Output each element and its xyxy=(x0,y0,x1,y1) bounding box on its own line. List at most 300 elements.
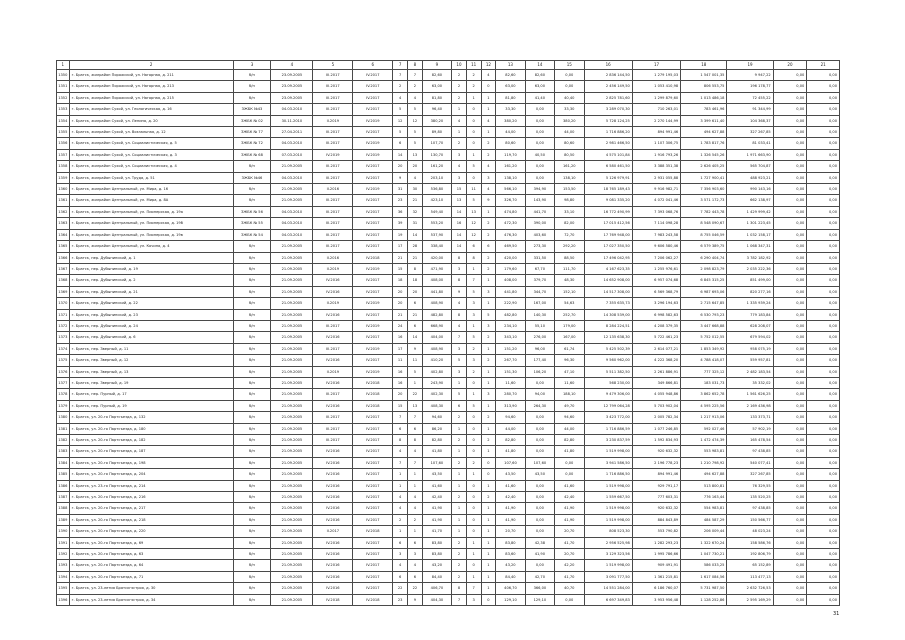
table-cell: 94,60 xyxy=(555,412,584,423)
table-cell: 2 xyxy=(466,70,481,81)
table-row xyxy=(57,343,840,354)
table-cell: III.2017 xyxy=(313,127,353,138)
table-cell: 12 xyxy=(466,229,481,240)
table-cell: 21.09.2005 xyxy=(271,275,313,286)
table-cell: 61,74 xyxy=(555,343,584,354)
address-cell: г. Братск, жилрайон Центральный, ул. Пионерская, д. 19в xyxy=(69,229,233,240)
table-cell: 4 xyxy=(393,492,408,503)
table-cell: 67,70 xyxy=(525,263,554,274)
table-cell: 0,00 xyxy=(525,127,554,138)
table-cell: б/н xyxy=(233,355,271,366)
table-cell: 5 731 987,50 xyxy=(681,583,727,594)
address-cell: г. Братск, пер. Пурный, д. 17 xyxy=(69,389,233,400)
table-cell: 379,70 xyxy=(525,275,554,286)
table-cell: 0,00 xyxy=(807,309,840,320)
table-cell: III.2017 xyxy=(313,320,353,331)
table-cell: 0 xyxy=(466,115,481,126)
table-cell: 5 728 124,25 xyxy=(584,115,632,126)
table-cell: 6 xyxy=(481,241,496,252)
table-cell: 4 xyxy=(481,70,496,81)
table-cell: 894 991,46 xyxy=(632,469,680,480)
address-cell: г. Братск, пер. Зверный, д. 12 xyxy=(69,355,233,366)
table-cell: 408,90 xyxy=(422,343,451,354)
table-cell: 1364 xyxy=(57,229,70,240)
table-cell: 4 xyxy=(408,503,423,514)
table-cell: 41,90 xyxy=(422,503,451,514)
table-cell: 0,00 xyxy=(807,252,840,263)
table-cell: 0,00 xyxy=(525,161,554,172)
table-cell: 7 xyxy=(408,457,423,468)
table-cell: 2 xyxy=(452,549,467,560)
table-cell: 21.09.2005 xyxy=(271,446,313,457)
table-cell: 6 xyxy=(408,571,423,582)
table-cell: 494 627,88 xyxy=(681,469,727,480)
table-cell: 1369 xyxy=(57,286,70,297)
table-cell: IV.2017 xyxy=(353,492,393,503)
table-cell: б/н xyxy=(233,286,271,297)
table-cell: 1 472 474,39 xyxy=(681,435,727,446)
table-cell: 554 983,81 xyxy=(681,503,727,514)
table-cell: 327 267,85 xyxy=(727,469,773,480)
table-cell: 1 xyxy=(408,377,423,388)
table-cell: II.2017 xyxy=(313,526,353,537)
table-row xyxy=(57,355,840,366)
table-cell: 41,90 xyxy=(555,514,584,525)
table-cell: 1 xyxy=(452,127,467,138)
table-cell: IV.2019 xyxy=(353,138,393,149)
table-cell: 4 xyxy=(408,446,423,457)
table-row xyxy=(57,252,840,263)
table-cell: 1379 xyxy=(57,400,70,411)
table-cell: 0,00 xyxy=(555,81,584,92)
table-cell: 1 xyxy=(466,469,481,480)
table-cell: IV.2016 xyxy=(313,549,353,560)
table-cell: 0,00 xyxy=(807,549,840,560)
table-cell: 0,00 xyxy=(773,571,807,582)
table-cell: 63,00 xyxy=(525,81,554,92)
table-cell: 158 586,76 xyxy=(727,537,773,548)
table-cell: 21 xyxy=(408,309,423,320)
table-cell: 6 xyxy=(393,423,408,434)
table-cell: 0,00 xyxy=(807,435,840,446)
table-cell: 21.09.2005 xyxy=(271,263,313,274)
table-cell: 0,00 xyxy=(773,206,807,217)
table-cell: IV.2018 xyxy=(353,377,393,388)
table-cell: 49,70 xyxy=(555,400,584,411)
table-cell: 42,38 xyxy=(525,537,554,548)
column-number-cell: 8 xyxy=(408,61,423,70)
table-cell: 0,00 xyxy=(773,366,807,377)
table-cell: 91 344,99 xyxy=(727,104,773,115)
table-cell: 990 143,16 xyxy=(727,184,773,195)
table-cell: 2 715 647,85 xyxy=(681,298,727,309)
table-cell: 1 519 998,00 xyxy=(584,480,632,491)
table-cell: 42,40 xyxy=(555,492,584,503)
table-cell: 0,00 xyxy=(807,332,840,343)
table-cell: 47,10 xyxy=(555,366,584,377)
table-cell: 0,00 xyxy=(773,81,807,92)
table-cell: 83,80 xyxy=(422,549,451,560)
table-cell: 30 xyxy=(408,184,423,195)
table-cell: 21.09.2005 xyxy=(271,480,313,491)
table-cell: б/н xyxy=(233,389,271,400)
table-cell: 0,00 xyxy=(525,115,554,126)
table-cell: 82,00 xyxy=(555,218,584,229)
table-cell: 96,30 xyxy=(555,355,584,366)
table-cell: 153,50 xyxy=(555,184,584,195)
table-cell: 21.09.2005 xyxy=(271,514,313,525)
table-cell: 222,90 xyxy=(496,298,525,309)
table-cell: 441,80 xyxy=(422,286,451,297)
table-cell: 13 xyxy=(408,149,423,160)
table-cell: 20 xyxy=(393,161,408,172)
table-cell: 808 523,30 xyxy=(584,526,632,537)
table-cell: 0,00 xyxy=(525,104,554,115)
table-cell: 167,00 xyxy=(555,332,584,343)
table-cell: 1366 xyxy=(57,252,70,263)
column-number-cell: 4 xyxy=(271,61,313,70)
table-cell: 41,90 xyxy=(525,549,554,560)
table-cell: 2 xyxy=(408,514,423,525)
table-cell: 40,70 xyxy=(555,583,584,594)
table-cell: 0,00 xyxy=(807,298,840,309)
table-cell: 2 xyxy=(481,149,496,160)
table-cell: 0,00 xyxy=(807,560,840,571)
table-row xyxy=(57,195,840,206)
table-cell: 0,00 xyxy=(773,514,807,525)
table-cell: 488 923,21 xyxy=(727,172,773,183)
table-row xyxy=(57,446,840,457)
table-cell: 21.09.2005 xyxy=(271,594,313,605)
table-cell: 1350 xyxy=(57,70,70,81)
table-cell: 3 388 351,38 xyxy=(632,161,680,172)
table-cell: 484 587,29 xyxy=(681,514,727,525)
table-cell: 7 983 243,58 xyxy=(632,229,680,240)
table-cell: IV.2016 xyxy=(313,583,353,594)
table-cell: б/н xyxy=(233,343,271,354)
table-cell: 20 xyxy=(393,298,408,309)
table-cell: б/н xyxy=(233,366,271,377)
table-cell: 80,60 xyxy=(496,138,525,149)
table-cell: 0,00 xyxy=(773,298,807,309)
table-cell: 41,60 xyxy=(422,480,451,491)
address-cell: г. Братск, жилрайон Сухой, ул. Социалистическая, д. 3 xyxy=(69,149,233,160)
table-cell: 6 580 461,50 xyxy=(584,161,632,172)
column-number-cell: 15 xyxy=(555,61,584,70)
table-cell: IV.2017 xyxy=(353,435,393,446)
table-cell: 2 956 525,98 xyxy=(584,537,632,548)
table-cell: III.2017 xyxy=(313,241,353,252)
table-cell: 1387 xyxy=(57,492,70,503)
column-number-cell: 3 xyxy=(233,61,271,70)
table-cell: 1 107 306,75 xyxy=(632,138,680,149)
table-cell: IV.2017 xyxy=(353,127,393,138)
table-cell: 21.09.2005 xyxy=(271,571,313,582)
table-cell: 5 xyxy=(466,400,481,411)
table-row xyxy=(57,400,840,411)
table-cell: 3 289 070,30 xyxy=(584,104,632,115)
address-cell: г. Братск, жилрайон Центральный, ул. Пионерская, д. 19а xyxy=(69,206,233,217)
table-cell: 21 xyxy=(408,252,423,263)
table-row xyxy=(57,514,840,525)
table-cell: 196 178,77 xyxy=(727,81,773,92)
table-cell: 43,20 xyxy=(496,560,525,571)
table-cell: IV.2017 xyxy=(353,560,393,571)
table-cell: 41,80 xyxy=(555,446,584,457)
table-cell: 1 335 939,24 xyxy=(727,298,773,309)
table-cell: 441,80 xyxy=(496,286,525,297)
table-cell: 1 032 158,17 xyxy=(727,229,773,240)
column-number-cell: 1 xyxy=(57,61,70,70)
table-cell: б/н xyxy=(233,400,271,411)
table-cell: 15 xyxy=(452,184,467,195)
table-cell: б/н xyxy=(233,263,271,274)
table-cell: 2 xyxy=(393,514,408,525)
table-cell: 30.11.2010 xyxy=(271,115,313,126)
table-cell: 7 393 068,76 xyxy=(632,206,680,217)
table-cell: 4 xyxy=(481,115,496,126)
table-cell: IV.2017 xyxy=(353,549,393,560)
table-cell: 1 xyxy=(481,537,496,548)
column-number-row xyxy=(57,61,840,70)
table-cell: 83,60 xyxy=(496,549,525,560)
table-cell: 380,20 xyxy=(555,115,584,126)
table-cell: IV.2016 xyxy=(313,492,353,503)
table-cell: 21 xyxy=(408,195,423,206)
table-cell: 82,60 xyxy=(496,70,525,81)
table-cell: 1 xyxy=(466,571,481,582)
table-cell: 2 xyxy=(481,412,496,423)
table-cell: 1 xyxy=(481,127,496,138)
table-cell: 27.04.2011 xyxy=(271,127,313,138)
table-cell: 17 027 350,50 xyxy=(584,241,632,252)
table-row xyxy=(57,138,840,149)
table-cell: 0,00 xyxy=(525,138,554,149)
table-cell: IV.2017 xyxy=(353,457,393,468)
table-cell: 1395 xyxy=(57,583,70,594)
table-cell: 0,00 xyxy=(773,480,807,491)
table-cell: б/н xyxy=(233,526,271,537)
table-cell: 5 511 382,50 xyxy=(584,366,632,377)
table-cell: 5 722 461,23 xyxy=(632,332,680,343)
table-cell: 1386 xyxy=(57,480,70,491)
table-cell: 7 xyxy=(408,70,423,81)
table-cell: 1 xyxy=(393,526,408,537)
table-row xyxy=(57,127,840,138)
table-cell: II.2019 xyxy=(313,115,353,126)
table-cell: б/н xyxy=(233,377,271,388)
table-cell: 13 xyxy=(452,195,467,206)
table-cell: 21.09.2005 xyxy=(271,583,313,594)
table-cell: б/н xyxy=(233,560,271,571)
table-cell: 565 704,87 xyxy=(727,161,773,172)
table-cell: 32 xyxy=(408,206,423,217)
table-cell: 5 xyxy=(393,127,408,138)
table-cell: 7 782 443,78 xyxy=(681,206,727,217)
table-cell: 0 xyxy=(466,480,481,491)
table-cell: 2 xyxy=(452,457,467,468)
table-row xyxy=(57,389,840,400)
table-cell: 1376 xyxy=(57,366,70,377)
table-row xyxy=(57,583,840,594)
table-cell: 2 xyxy=(452,92,467,103)
table-cell: 31 xyxy=(408,218,423,229)
table-cell: 40,50 xyxy=(525,149,554,160)
table-cell: III.2017 xyxy=(313,218,353,229)
table-cell: 2 xyxy=(452,138,467,149)
table-cell: 2 xyxy=(452,70,467,81)
table-cell: IV.2016 xyxy=(313,275,353,286)
table-cell: 7 xyxy=(408,412,423,423)
table-cell: 179,60 xyxy=(496,263,525,274)
table-cell: 72,70 xyxy=(555,229,584,240)
table-cell: 2 xyxy=(393,81,408,92)
page-number: 31 xyxy=(833,611,840,617)
table-cell: 82,80 xyxy=(496,435,525,446)
table-cell: б/н xyxy=(233,92,271,103)
table-cell: 2 xyxy=(452,492,467,503)
table-cell: 9 xyxy=(452,286,467,297)
table-cell: б/н xyxy=(233,298,271,309)
table-cell: 1 xyxy=(481,400,496,411)
table-row xyxy=(57,423,840,434)
table-cell: 0,00 xyxy=(807,503,840,514)
table-cell: 21.09.2005 xyxy=(271,423,313,434)
table-row xyxy=(57,537,840,548)
table-cell: 420,00 xyxy=(496,252,525,263)
table-cell: 0,00 xyxy=(773,172,807,183)
table-cell: 3 xyxy=(481,389,496,400)
table-cell: 3 xyxy=(466,355,481,366)
table-cell: 2 xyxy=(481,138,496,149)
table-cell: 12 xyxy=(393,115,408,126)
table-cell: 161,20 xyxy=(555,161,584,172)
table-cell: 349 866,81 xyxy=(632,377,680,388)
table-cell: б/н xyxy=(233,320,271,331)
table-cell: 2 xyxy=(452,571,467,582)
table-row xyxy=(57,104,840,115)
column-number-cell: 14 xyxy=(525,61,554,70)
table-cell: 1 255 976,61 xyxy=(632,263,680,274)
address-cell: г. Братск, жилрайон Сухой, ул. Труда, д. 51 xyxy=(69,172,233,183)
table-cell: 568 230,00 xyxy=(584,377,632,388)
table-cell: б/н xyxy=(233,457,271,468)
table-cell: IV.2017 xyxy=(353,469,393,480)
table-cell: 0,00 xyxy=(773,161,807,172)
table-cell: б/н xyxy=(233,514,271,525)
table-cell: IV.2016 xyxy=(313,503,353,514)
table-cell: IV.2018 xyxy=(353,526,393,537)
table-cell: 0,00 xyxy=(807,195,840,206)
table-cell: 42,70 xyxy=(525,571,554,582)
table-cell: ЗЖБК №46 xyxy=(233,172,271,183)
table-cell: 94,60 xyxy=(496,412,525,423)
table-cell: 7 xyxy=(393,457,408,468)
table-cell: 920 632,32 xyxy=(632,503,680,514)
table-cell: 0 xyxy=(466,377,481,388)
table-cell: 0,00 xyxy=(807,526,840,537)
table-cell: 3 xyxy=(481,172,496,183)
column-number-cell: 12 xyxy=(481,61,496,70)
table-cell: IV.2016 xyxy=(313,571,353,582)
table-cell: 21.09.2005 xyxy=(271,377,313,388)
address-cell: г. Братск, ул. 20-го Партсъезда, д. 198 xyxy=(69,457,233,468)
address-cell: г. Братск, ул. 20-го Партсъезда, д. 64 xyxy=(69,560,233,571)
table-cell: 0,00 xyxy=(773,309,807,320)
table-cell: II.2019 xyxy=(313,366,353,377)
table-cell: 81 033,41 xyxy=(727,138,773,149)
table-cell: 2 xyxy=(452,81,467,92)
table-cell: 0,00 xyxy=(525,377,554,388)
table-cell: 3 xyxy=(393,549,408,560)
table-cell: 2 xyxy=(481,435,496,446)
table-cell: IV.2019 xyxy=(353,366,393,377)
table-cell: 0,00 xyxy=(807,355,840,366)
table-cell: 0 xyxy=(481,469,496,480)
table-cell: 1362 xyxy=(57,206,70,217)
table-cell: 20,70 xyxy=(555,549,584,560)
table-cell: 143,90 xyxy=(525,195,554,206)
table-cell: 21.09.2005 xyxy=(271,298,313,309)
table-cell: 0,00 xyxy=(807,149,840,160)
table-cell: 494 627,88 xyxy=(681,127,727,138)
table-cell: 84,40 xyxy=(496,571,525,582)
table-cell: 0,00 xyxy=(807,263,840,274)
table-cell: 3 xyxy=(466,309,481,320)
table-cell: 106,20 xyxy=(525,366,554,377)
table-cell: III.2017 xyxy=(313,92,353,103)
table-cell: 21.09.2005 xyxy=(271,195,313,206)
table-cell: 3 xyxy=(466,594,481,605)
table-cell: 276,00 xyxy=(525,332,554,343)
table-cell: IV.2016 xyxy=(313,400,353,411)
table-cell: 151,30 xyxy=(496,366,525,377)
table-cell: III.2017 xyxy=(313,104,353,115)
table-cell: 0,00 xyxy=(525,480,554,491)
table-cell: IV.2017 xyxy=(353,537,393,548)
table-cell: 33,10 xyxy=(555,206,584,217)
table-cell: 1360 xyxy=(57,184,70,195)
table-cell: 0 xyxy=(481,81,496,92)
table-cell: 1391 xyxy=(57,537,70,548)
table-cell: 22 xyxy=(408,583,423,594)
table-cell: 6 xyxy=(408,320,423,331)
table-cell: 1 279 195,03 xyxy=(632,70,680,81)
table-cell: ЗЖБК № 68 xyxy=(233,149,271,160)
table-cell: 33,30 xyxy=(496,104,525,115)
table-cell: 15 xyxy=(393,400,408,411)
table-cell: IV.2016 xyxy=(313,309,353,320)
table-cell: 2 614 077,21 xyxy=(632,343,680,354)
table-cell: 8 548 090,67 xyxy=(681,218,727,229)
table-cell: 72 455,22 xyxy=(727,92,773,103)
table-cell: 1 xyxy=(466,389,481,400)
table-cell: 41,70 xyxy=(555,571,584,582)
table-cell: 0,00 xyxy=(807,229,840,240)
table-cell: 234,10 xyxy=(496,320,525,331)
table-cell: 0,00 xyxy=(807,594,840,605)
table-cell: 89,80 xyxy=(422,127,451,138)
table-cell: 151,20 xyxy=(496,343,525,354)
table-cell: 6 530 793,23 xyxy=(681,309,727,320)
table-cell: IV.2016 xyxy=(313,286,353,297)
table-cell: 23 xyxy=(393,594,408,605)
table-cell: 6 xyxy=(452,400,467,411)
table-cell: 513 800,81 xyxy=(681,480,727,491)
table-cell: 1390 xyxy=(57,526,70,537)
table-cell: 6 957 074,68 xyxy=(632,275,680,286)
table-cell: IV.2017 xyxy=(353,309,393,320)
